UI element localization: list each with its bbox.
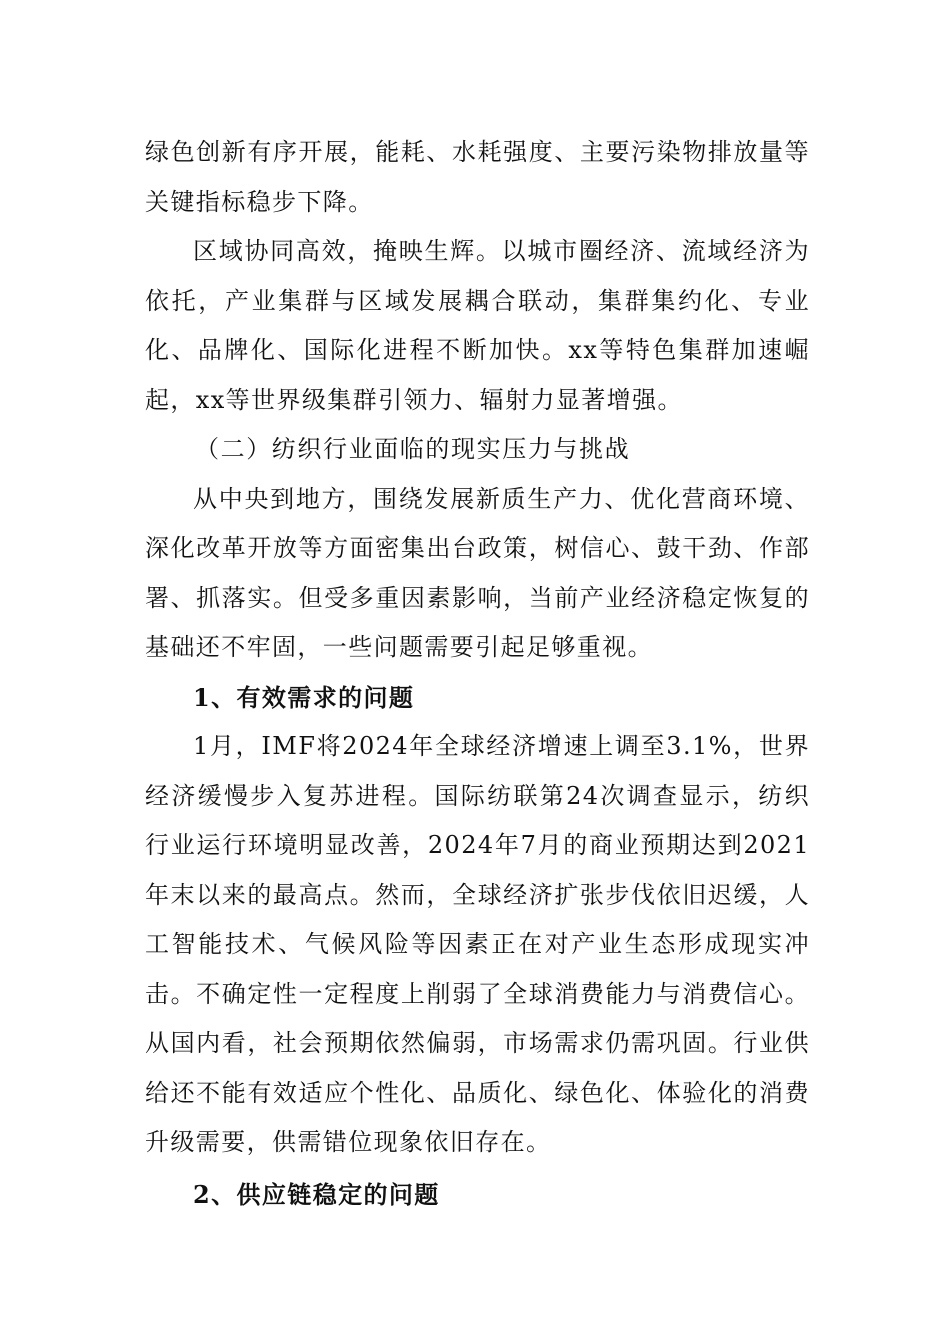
paragraph-effective-demand: 1月，IMF将2024年全球经济增速上调至3.1%，世界经济缓慢步入复苏进程。国际纺联第24次调查显示，纺织行业运行环境明显改善，2024年7月的商业预期达到2021年末以来的最高点。然而，全球经济扩张步伐依旧迟缓，人工智能技术、气候风险等因素正在对产业生态形成现实冲击。不确定性一定程度上削弱了全球消费能力与消费信心。从国内看，社会预期依然偏弱，市场需求仍需巩固。行业供给还不能有效适应个性化、品质化、绿色化、体验化的消费升级需要，供需错位现象依旧存在。 — [145, 732, 810, 1156]
paragraph-regional-coordination: 区域协同高效，掩映生辉。以城市圈经济、流域经济为依托，产业集群与区域发展耦合联动，集群集约化、专业化、品牌化、国际化进程不断加快。xx等特色集群加速崛起，xx等世界级集群引领力、辐射力显著增强。 — [145, 237, 810, 414]
subheading-effective-demand: 1、有效需求的问题 — [193, 682, 415, 712]
document-body — [145, 128, 810, 1219]
subheading-supply-chain: 2、供应链稳定的问题 — [193, 1179, 440, 1209]
section-heading-challenges: （二）纺织行业面临的现实压力与挑战 — [195, 435, 631, 463]
paragraph-policy-context: 从中央到地方，围绕发展新质生产力、优化营商环境、深化改革开放等方面密集出台政策，树信心、鼓干劲、作部署、抓落实。但受多重因素影响，当前产业经济稳定恢复的基础还不牢固，一些问题需要引起足够重视。 — [145, 484, 810, 661]
paragraph-continued: 绿色创新有序开展，能耗、水耗强度、主要污染物排放量等关键指标稳步下降。 — [145, 138, 810, 216]
